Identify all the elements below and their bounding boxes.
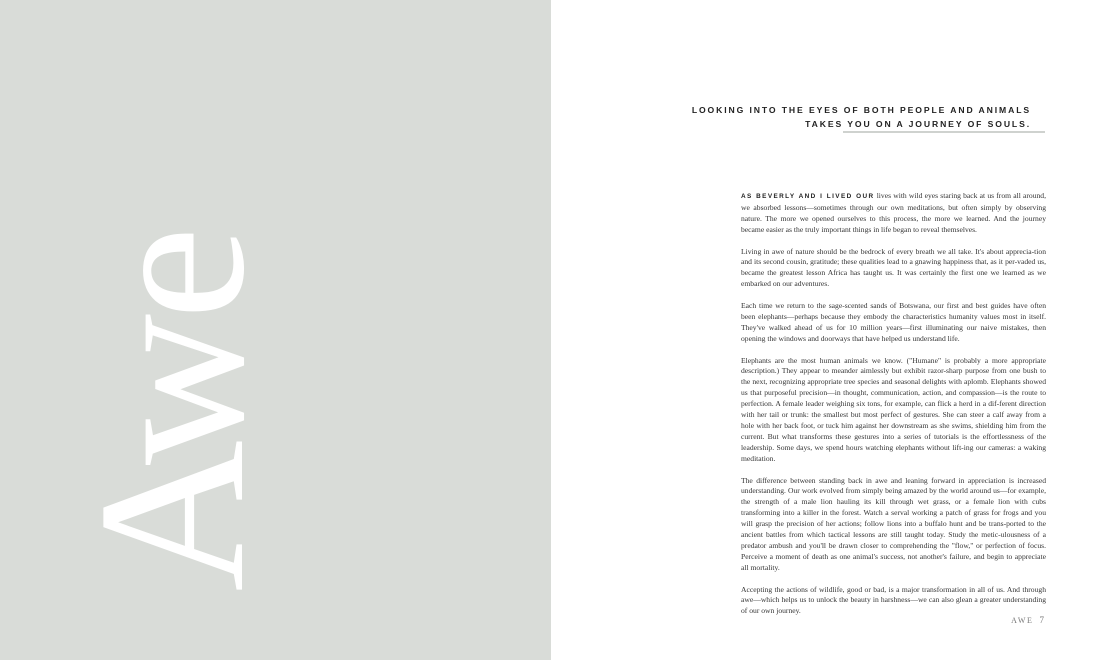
heading-line-1: LOOKING INTO THE EYES OF BOTH PEOPLE AND ANIMALS — [691, 105, 1031, 115]
chapter-heading — [692, 103, 1031, 131]
chapter-title-awe: Awe — [56, 232, 288, 592]
page-folio — [1011, 615, 1044, 625]
paragraph-6: Accepting the actions of wildlife, good or bad, is a major transformation in all of us. And through awe—which helps us to unlock the beauty in harshness—we can also glean a greater understanding of our own journey. — [741, 584, 1046, 616]
page-number: 7 — [1039, 615, 1044, 625]
paragraph-1-text: lives with wild eyes staring back at us from all around, we absorbed lessons—sometimes through our own meditations, but often simply by observing nature. The more we opened ourselves to this process, the more we learned. And the journey became easier as the truly important things in life began to reveal themselves. — [741, 191, 1046, 234]
heading-line-2: TAKES YOU ON A JOURNEY OF SOULS. — [805, 119, 1031, 129]
heading-divider — [843, 131, 1045, 133]
paragraph-1 — [741, 191, 1046, 236]
lead-in: AS BEVERLY AND I LIVED OUR — [741, 193, 875, 200]
folio-section: AWE — [1011, 616, 1034, 625]
paragraph-2: Living in awe of nature should be the bedrock of every breath we all take. It's about apprecia-tion and its second cousin, gratitude; these qualities lead to a gnawing happiness that, as it per-vaded us, became the greatest lesson Africa has taught us. It was certainly the first one we learned as we embarked on our adventures. — [741, 246, 1046, 289]
paragraph-5: The difference between standing back in awe and leaning forward in appreciation is increased understanding. Our work evolved from simply being amazed by the world around us—for example, the strength of a male lion hauling its kill through wet grass, or a female lion with cubs transforming into a killer in the forest. Watch a serval working a patch of grass for frogs and you will grasp the precision of her actions; follow lions into a buffalo hunt and be trans-ported to the ancient battles from which tactical lessons are still taught today. Study the metic-ulousness of a predator ambush and you'll be drawn closer to comprehending the "flow," or perfection of focus. Perceive a moment of death as one animal's success, not another's failure, and begin to appreciate all mortality. — [741, 475, 1046, 572]
paragraph-3: Each time we return to the sage-scented sands of Botswana, our first and best guides have often been elephants—perhaps because they embody the characteristics humanity values most in itself. They've walked ahead of us for 10 million years—first illuminating our naive mistakes, then opening the windows and doorways that have helped us understand life. — [741, 301, 1046, 343]
body-text — [741, 191, 1046, 628]
paragraph-4: Elephants are the most human animals we know. ("Humane" is probably a more appropriate description.) They appear to meander aimlessly but exhibit razor-sharp purpose from one bush to the next, recognizing appropriate tree species and seasonal delights with aplomb. Elephants showed us that purposeful precision—in thought, communication, action, and compassion—is the route to perfection. A female leader weighing six tons, for example, can flick a herd in a dif-ferent direction with her tail or trunk: the smallest but most perfect of gestures. She can steer a calf away from a hole with her back foot, or tuck him against her downstream as she swims, shielding him from the current. But what transforms these gestures into a series of tutorials is the effortlessness of the leadership. Some days, we spend hours watching elephants without lift-ing our cameras: a waking meditation. — [741, 355, 1046, 463]
